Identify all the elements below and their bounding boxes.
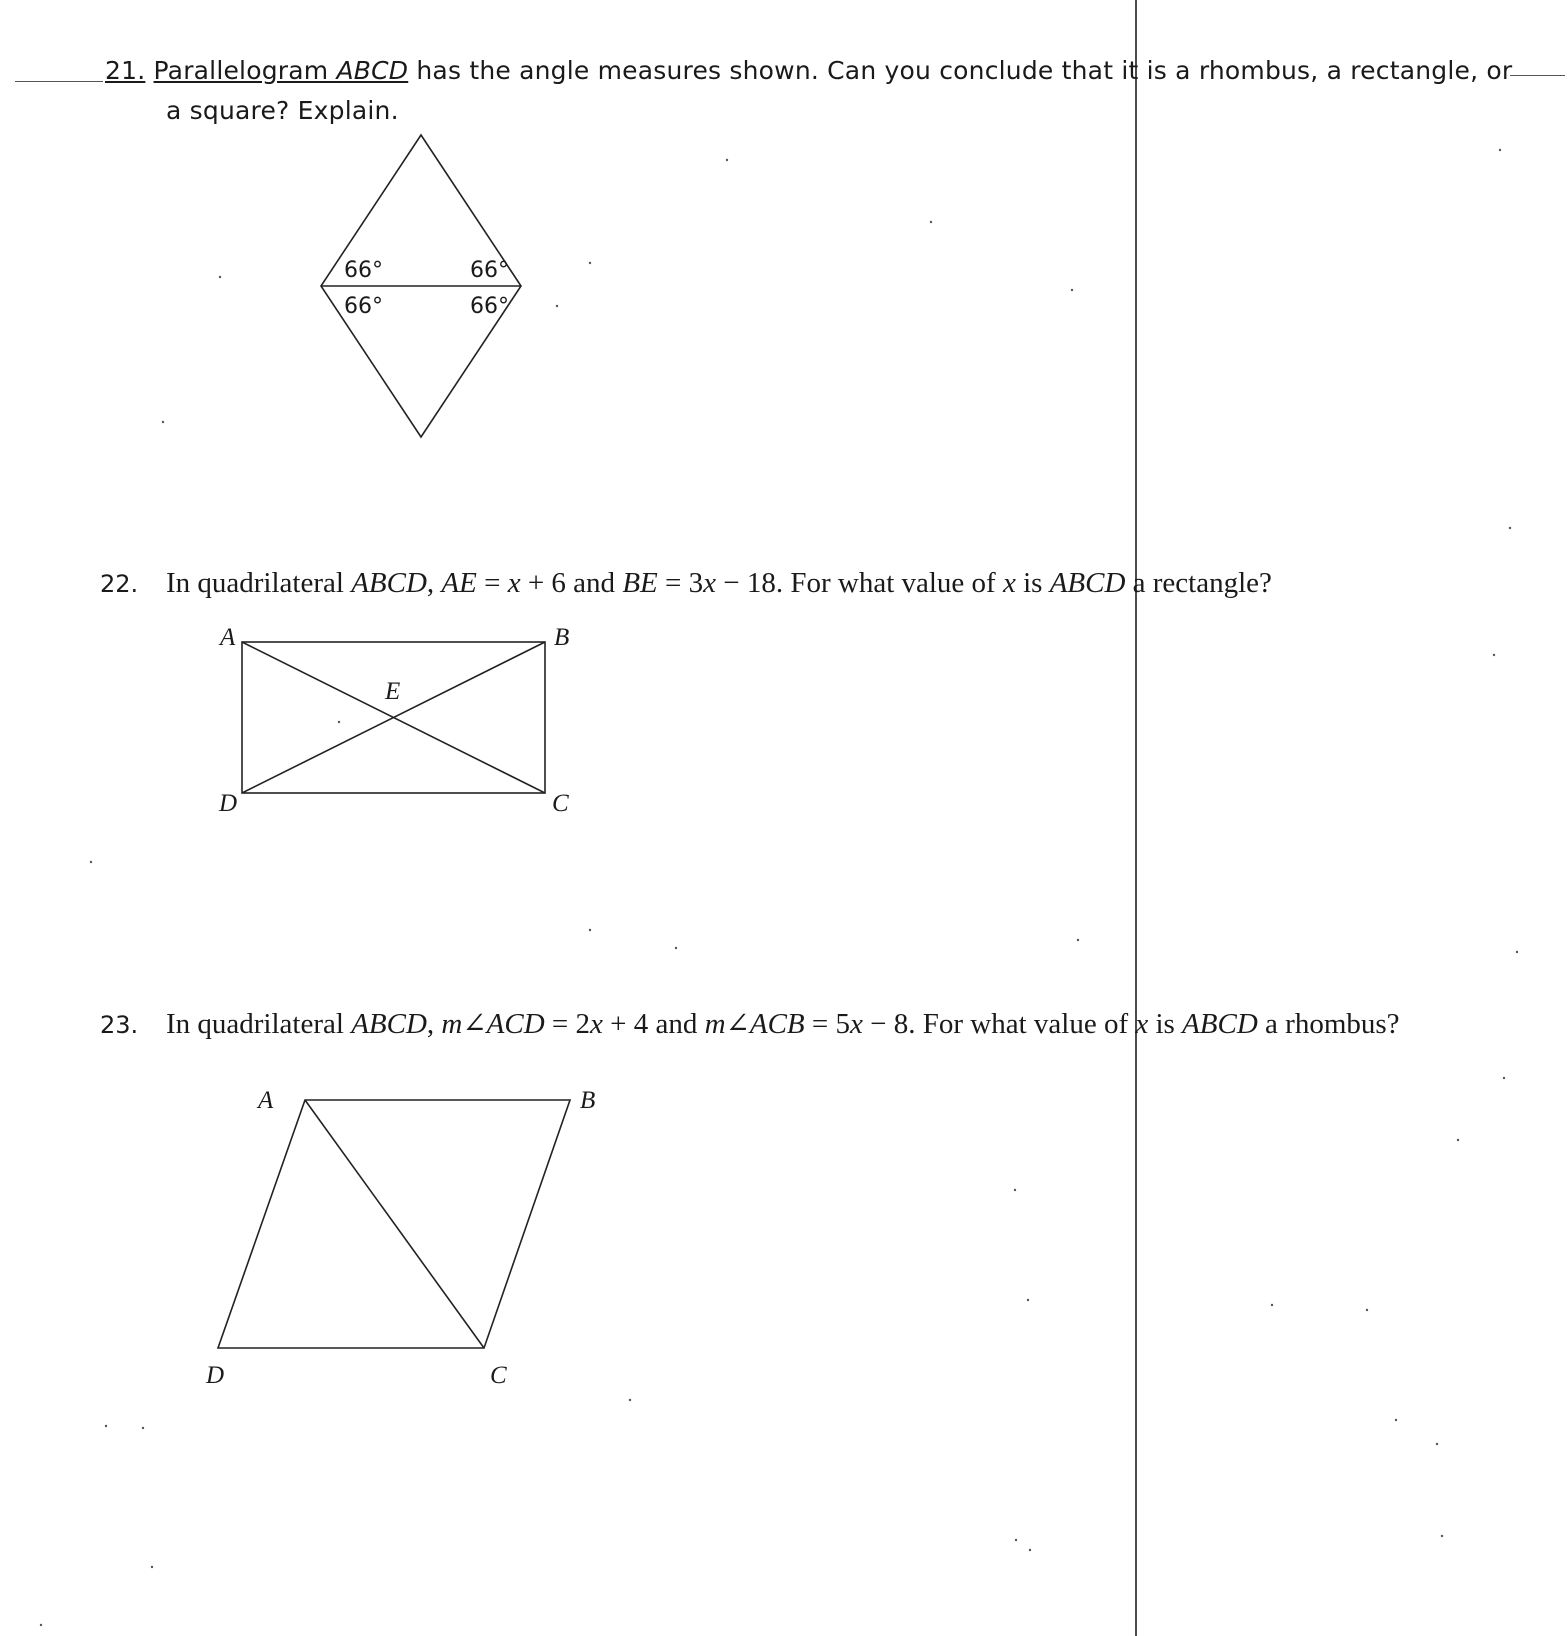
scan-specks — [40, 149, 1518, 1626]
q22-rectangle-figure — [242, 642, 545, 793]
q23-text-0: In quadrilateral — [166, 1008, 352, 1040]
q21-rhombus-figure — [321, 135, 521, 437]
q22-question — [100, 567, 1272, 600]
q23-label-c: C — [490, 1362, 507, 1389]
q23-text-3: m∠ACD — [441, 1008, 545, 1040]
q22-label-c: C — [552, 790, 569, 817]
q21-text-b: has the angle measures shown. Can you conclude that it is a rhombus, a rectangle, or — [408, 56, 1513, 85]
q23-parallelogram-figure — [218, 1100, 570, 1348]
q22-text-6: + 6 and — [520, 567, 623, 599]
q21-angle-bottom-left: 66° — [344, 294, 383, 319]
q22-text-10: − 18. For what value of — [715, 567, 1003, 599]
q22-text-5: x — [507, 567, 521, 599]
q21-angle-bottom-right: 66° — [470, 294, 509, 319]
q23-text-5: x — [590, 1008, 603, 1040]
q23-text-6: + 4 and — [602, 1008, 705, 1040]
q22-number: 22. — [100, 570, 139, 598]
q23-text-4: = 2 — [544, 1008, 591, 1040]
q22-label-e: E — [385, 678, 401, 705]
q23-text-10: − 8. For what value of — [862, 1008, 1136, 1040]
q23-text-2: , — [426, 1008, 442, 1040]
q21-line2: a square? Explain. — [166, 96, 399, 125]
q21-number: 21. — [105, 56, 146, 85]
q22-label-b: B — [554, 624, 570, 651]
q22-label-a: A — [220, 624, 236, 651]
q22-text — [166, 567, 1272, 599]
q21-angle-top-right: 66° — [470, 258, 509, 283]
q23-text-8: = 5 — [804, 1008, 850, 1040]
q22-label-d: D — [219, 790, 238, 817]
q23-label-d: D — [206, 1362, 225, 1389]
q22-text-11: x — [1002, 567, 1016, 599]
q22-text-12: is — [1015, 567, 1050, 599]
q23-text-14: a rhombus? — [1257, 1008, 1400, 1040]
q22-text-14: a rectangle? — [1125, 567, 1272, 599]
q22-text-7: BE — [622, 567, 658, 599]
q22-text-13: ABCD — [1049, 567, 1126, 599]
q23-text-11: x — [1135, 1008, 1149, 1040]
q22-text-8: = 3 — [657, 567, 704, 599]
q23-number: 23. — [100, 1011, 139, 1039]
q23-label-b: B — [580, 1087, 596, 1114]
q22-text-1: ABCD — [351, 567, 427, 599]
q21-abcd: ABCD — [336, 56, 409, 85]
q22-text-4: = — [476, 567, 508, 599]
q23-text-1: ABCD — [351, 1008, 427, 1040]
q23-text-7: m∠ACB — [704, 1008, 805, 1040]
q22-text-3: AE — [441, 567, 477, 599]
q23-text-13: ABCD — [1182, 1008, 1258, 1040]
q22-text-9: x — [703, 567, 716, 599]
q22-text-2: , — [426, 567, 442, 599]
q23-text-9: x — [850, 1008, 863, 1040]
q23-label-a: A — [258, 1087, 274, 1114]
q23-text — [166, 1008, 1400, 1040]
q21-angle-top-left: 66° — [344, 258, 383, 283]
q22-text-0: In quadrilateral — [166, 567, 352, 599]
q23-text-12: is — [1148, 1008, 1183, 1040]
q21-text-a: Parallelogram — [153, 56, 337, 85]
q23-question — [100, 1006, 1400, 1041]
q23-diagonal-ac — [305, 1100, 484, 1348]
